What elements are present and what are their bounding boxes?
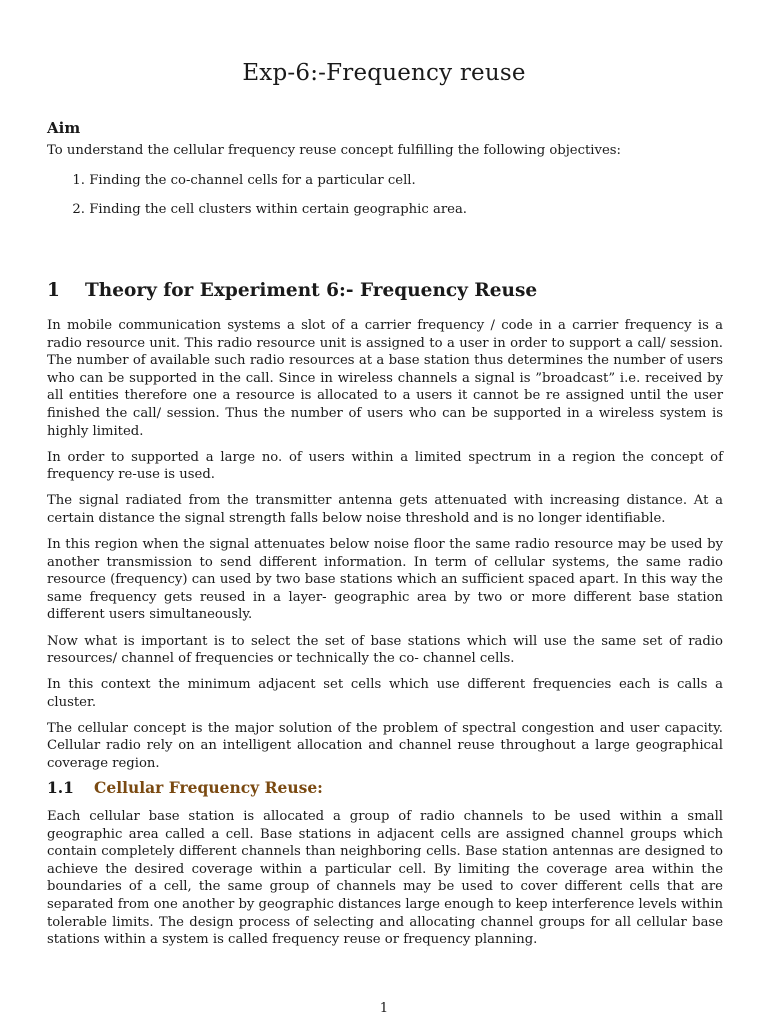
aim-intro: To understand the cellular frequency reuse concept fulfilling the following objectives: <box>47 143 621 158</box>
list-item-number: 1. <box>72 173 85 188</box>
list-item-text <box>85 173 416 202</box>
paragraph: In order to supported a large no. of users within a limited spectrum in a region the concept of frequency re-use is used. <box>47 449 723 483</box>
paragraph: In this context the minimum adjacent set cells which use different frequencies each is calls a cluster. <box>47 677 723 710</box>
subsection-title: Cellular Frequency Reuse: <box>94 778 323 797</box>
paragraph: Each cellular base station is allocated a group of radio channels to be used within a small geographic area called a cell. Base stations in adjacent cells are assigned channel groups which contain completely different channels than neighboring cells. Base station antennas are designed to achieve the desired coverage within a particular cell. By limiting the coverage area within the boundaries of a cell, the same group of channels may be used to cover different cells that are separated from one another by geographic distances large enough to keep interference levels within tolerable limits. The design process of selecting and allocating channel groups for all cellular base stations within a system is called frequency reuse or frequency planning. <box>47 809 723 948</box>
paragraph: Now what is important is to select the set of base stations which will use the same set of radio resources/ channel of frequencies or technically the co- channel cells. <box>47 633 723 667</box>
page-number: 1 <box>379 1001 389 1016</box>
objective-2-text: Finding the cell clusters within certain geographic area. <box>89 202 467 217</box>
document-title: Exp-6:-Frequency reuse <box>242 60 526 86</box>
objective-1-text: Finding the co-channel cells for a particular cell. <box>89 173 416 188</box>
list-item-number: 2. <box>72 202 85 217</box>
section-body <box>47 317 723 781</box>
paragraph: The cellular concept is the major solution of the problem of spectral congestion and user capacity. Cellular radio rely on an intelligent allocation and channel reuse throughout a large geographical coverage region. <box>47 720 723 772</box>
paragraph: In mobile communication systems a slot of a carrier frequency / code in a carrier frequency is a radio resource unit. This radio resource unit is assigned to a user in order to support a call/ session. The number of available such radio resources at a base station thus determines the number of users who can be supported in the call. Since in wireless channels a signal is ”broadcast” i.e. received by all entities therefore one a resource is allocated to a users it cannot be re assigned until the user finished the call/ session. Thus the number of users who can be supported in a wireless system is highly limited. <box>47 318 723 439</box>
subsection-number: 1.1 <box>47 778 74 797</box>
list-item <box>47 173 467 202</box>
objectives-list <box>47 173 467 231</box>
subsection-heading <box>47 778 323 797</box>
paragraph: In this region when the signal attenuates below noise floor the same radio resource may be used by another transmission to send different information. In term of cellular systems, the same radio resource (frequency) can used by two base stations which an sufficient spaced apart. In this way the same frequency gets reused in a layer- geographic area by two or more different base station different users simultaneously. <box>47 537 723 623</box>
paragraph: The signal radiated from the transmitter antenna gets attenuated with increasing distance. At a certain distance the signal strength falls below noise threshold and is no longer identifiable. <box>47 493 723 526</box>
subsection-body <box>47 808 723 949</box>
aim-heading: Aim <box>47 119 81 137</box>
section-heading <box>47 280 537 301</box>
section-number: 1 <box>47 280 60 301</box>
list-item <box>47 202 467 231</box>
section-title: Theory for Experiment 6:- Frequency Reuse <box>85 280 538 301</box>
list-item-text <box>85 202 467 231</box>
